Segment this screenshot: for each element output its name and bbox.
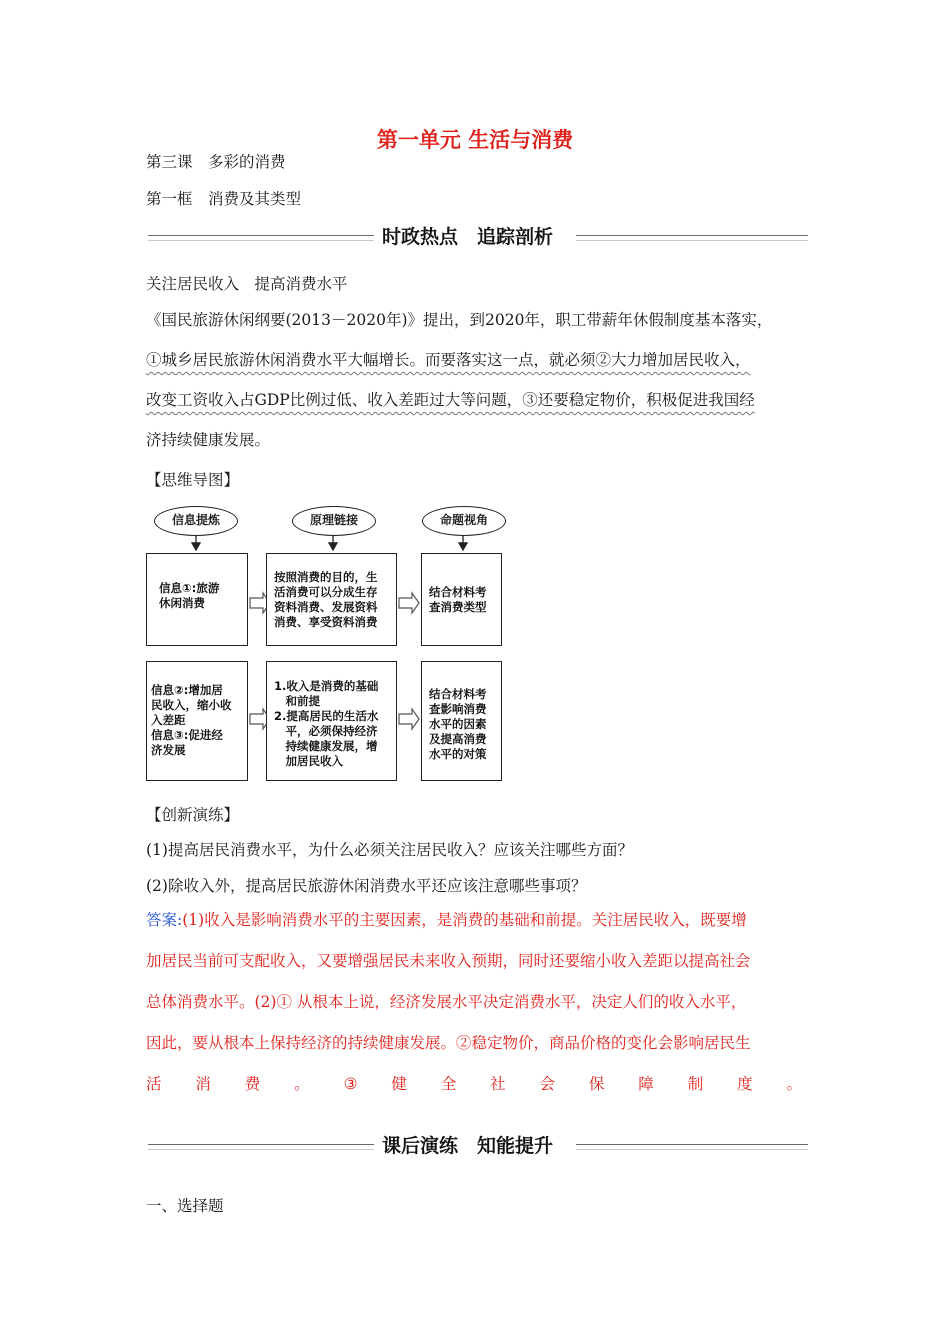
box-line: 持续健康发展，增: [274, 739, 378, 753]
question-2: (2)除收入外，提高居民旅游休闲消费水平还应该注意哪些事项？: [146, 877, 587, 895]
answer-char: 。: [786, 1075, 802, 1093]
answer-line: 因此，要从根本上保持经济的持续健康发展。②稳定物价，商品价格的变化会影响居民生: [146, 1034, 751, 1052]
paragraph-line: 济持续健康发展。: [146, 431, 271, 449]
answer-char: ③: [343, 1075, 358, 1093]
answer-char: 度: [737, 1075, 753, 1093]
answer-char: 会: [539, 1075, 556, 1093]
banner-rule-right: [576, 235, 808, 241]
box-line: 结合材料考: [429, 687, 487, 701]
box-line: 2.提高居民的生活水: [274, 709, 379, 723]
box-line: 查消费类型: [429, 600, 487, 614]
principle-box-1: [266, 553, 397, 646]
page-title: 第一单元 生活与消费: [376, 128, 574, 152]
answer-char: 社: [490, 1075, 506, 1093]
paragraph-line: 改变工资收入占GDP比例过低、收入差距过大等问题，③还要稳定物价，积极促进我国经: [146, 391, 755, 409]
practice-heading: 【创新演练】: [146, 806, 240, 824]
section-banner-hotspot: [148, 222, 808, 252]
answer-line-spread: [146, 1064, 802, 1105]
frame-heading: 第一框 消费及其类型: [146, 190, 302, 208]
answer-label: 答案:: [146, 911, 183, 929]
answer-line: 加居民当前可支配收入，又要增强居民未来收入预期，同时还要缩小收入差距以提高社会: [146, 952, 751, 970]
answer-char: 全: [440, 1075, 457, 1093]
perspective-box-1: [421, 553, 502, 646]
box-line: 资料消费、发展资料: [274, 600, 378, 614]
info-box-1: [146, 553, 248, 646]
box-line: 济发展: [151, 743, 186, 757]
box-line: 信息②:增加居: [151, 683, 223, 697]
box-line: 加居民收入: [274, 754, 343, 768]
box-line: 水平的因素: [429, 717, 487, 731]
paragraph-line: ①城乡居民旅游休闲消费水平大幅增长。而要落实这一点，就必须②大力增加居民收入，: [146, 351, 751, 369]
box-line: 按照消费的目的，生: [274, 570, 378, 584]
box-line: 及提高消费: [429, 732, 487, 746]
answer-char: 费: [244, 1075, 261, 1093]
answer-char: 健: [391, 1075, 407, 1093]
banner-label: 时政热点 追踪剖析: [382, 226, 554, 248]
box-line: 平，必须保持经济: [274, 724, 378, 738]
topic-heading: 关注居民收入 提高消费水平: [146, 275, 348, 293]
answer-line: 总体消费水平。(2)① 从根本上说，经济发展水平决定消费水平，决定人们的收入水平，: [146, 993, 747, 1011]
box-line: 水平的对策: [429, 747, 487, 761]
box-line: 休闲消费: [159, 596, 205, 610]
box-line: 和前提: [274, 694, 320, 708]
box-line: 活消费可以分成生存: [274, 585, 378, 599]
answer-char: 障: [638, 1075, 654, 1093]
answer-char: 制: [687, 1075, 704, 1093]
banner-label: 课后演练 知能提升: [382, 1135, 554, 1157]
oval-question-view: 命题视角: [422, 506, 506, 536]
answer-char: 活: [146, 1075, 162, 1093]
principle-box-2: [266, 661, 397, 781]
answer-char: 消: [195, 1075, 211, 1093]
perspective-box-2: [421, 661, 502, 781]
info-box-2: [146, 661, 248, 781]
box-line: 结合材料考: [429, 585, 487, 599]
answer-line: (1)收入是影响消费水平的主要因素，是消费的基础和前提。关注居民收入，既要增: [182, 911, 747, 929]
box-line: 消费、享受资料消费: [274, 615, 378, 629]
lesson-heading: 第三课 多彩的消费: [146, 153, 286, 171]
mind-map: [140, 500, 520, 790]
answer-char: 保: [588, 1075, 605, 1093]
mindmap-heading: 【思维导图】: [146, 471, 240, 489]
answer-block: [146, 900, 816, 1105]
paragraph-line: 《国民旅游休闲纲要(2013－2020年)》提出，到2020年，职工带薪年休假制度基本落实，: [146, 311, 773, 329]
box-line: 民收入，缩小收: [151, 698, 232, 712]
section-banner-practice: [148, 1131, 808, 1161]
oval-info-extract: 信息提炼: [154, 506, 238, 536]
question-1: (1)提高居民消费水平，为什么必须关注居民收入？应该关注哪些方面？: [146, 841, 633, 859]
box-line: 查影响消费: [429, 702, 487, 716]
section-heading-choice: 一、选择题: [146, 1197, 224, 1215]
box-line: 信息①:旅游: [159, 581, 220, 595]
oval-principle-link: 原理链接: [292, 506, 376, 536]
banner-rule-left: [148, 1144, 374, 1150]
box-line: 入差距: [151, 713, 186, 727]
banner-rule-left: [148, 235, 374, 241]
news-paragraph: [146, 300, 816, 460]
answer-char: 。: [294, 1075, 310, 1093]
banner-rule-right: [576, 1144, 808, 1150]
box-line: 信息③:促进经: [151, 728, 223, 742]
box-line: 1.收入是消费的基础: [274, 679, 379, 693]
